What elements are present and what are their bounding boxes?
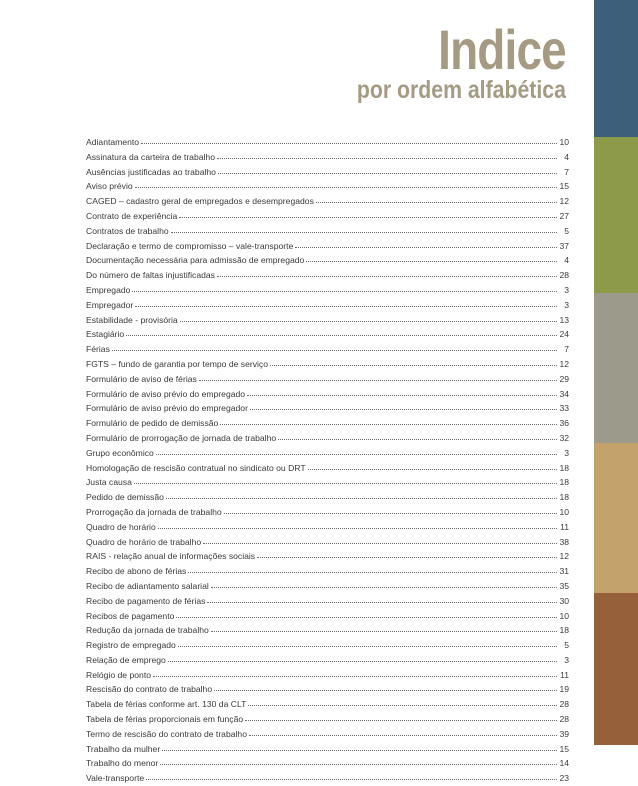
index-entry bbox=[86, 653, 569, 668]
index-entry-label: Ausências justificadas ao trabalho bbox=[86, 166, 216, 177]
index-entry-label: RAIS - relação anual de informações sociais bbox=[86, 551, 256, 562]
index-entry-label: Trabalho do menor bbox=[86, 758, 159, 769]
page-title: Indice bbox=[438, 18, 566, 81]
index-entry-label: Termo de rescisão do contrato de trabalho bbox=[86, 728, 247, 739]
index-entry bbox=[86, 283, 569, 298]
dot-leader bbox=[171, 225, 557, 233]
index-entry-label: Trabalho da mulher bbox=[86, 743, 161, 754]
dot-leader bbox=[168, 654, 557, 662]
dot-leader bbox=[257, 550, 557, 558]
color-sidebar bbox=[594, 0, 638, 745]
index-entry-label: Formulário de aviso de férias bbox=[86, 373, 197, 384]
dot-leader bbox=[176, 610, 557, 618]
index-entry bbox=[86, 357, 569, 372]
sidebar-band-rust bbox=[594, 593, 638, 745]
index-entry-label: Recibo de adiantamento salarial bbox=[86, 580, 209, 591]
sidebar-band-tan bbox=[594, 443, 638, 593]
index-entry-label: Formulário de aviso prévio do empregador bbox=[86, 403, 248, 414]
dot-leader bbox=[162, 743, 557, 751]
index-entry bbox=[86, 668, 569, 683]
index-entry-label: Adiantamento bbox=[86, 137, 140, 147]
dot-leader bbox=[295, 240, 557, 248]
index-entry-label: Quadro de horário de trabalho bbox=[86, 536, 202, 547]
index-entry bbox=[86, 327, 569, 342]
index-entry bbox=[86, 209, 569, 224]
index-entry-page: 28 bbox=[559, 699, 569, 710]
index-entry-page: 3 bbox=[564, 447, 569, 458]
sidebar-band-green bbox=[594, 137, 638, 293]
dot-leader bbox=[218, 166, 557, 174]
index-entry-page: 37 bbox=[559, 240, 569, 251]
index-entry-label: Empregado bbox=[86, 284, 131, 295]
index-entry-page: 3 bbox=[564, 299, 569, 310]
index-entry-label: Prorrogação da jornada de trabalho bbox=[86, 506, 222, 517]
dot-leader bbox=[308, 462, 557, 470]
index-list bbox=[86, 135, 569, 786]
index-entry bbox=[86, 475, 569, 490]
dot-leader bbox=[220, 417, 557, 425]
index-entry bbox=[86, 372, 569, 387]
index-entry-page: 35 bbox=[559, 580, 569, 591]
dot-leader bbox=[316, 195, 557, 203]
index-entry-page: 33 bbox=[559, 403, 569, 414]
index-entry-label: Homologação de rescisão contratual no sindicato ou DRT bbox=[86, 462, 306, 473]
dot-leader bbox=[158, 521, 557, 529]
index-entry-page: 3 bbox=[564, 284, 569, 295]
index-entry bbox=[86, 135, 569, 150]
index-entry-label: Recibo de abono de férias bbox=[86, 566, 187, 577]
index-entry bbox=[86, 387, 569, 402]
index-entry bbox=[86, 253, 569, 268]
index-entry-page: 23 bbox=[559, 773, 569, 784]
index-entry bbox=[86, 224, 569, 239]
index-entry-label: Recibos de pagamento bbox=[86, 610, 175, 621]
index-entry-page: 11 bbox=[560, 521, 569, 532]
dot-leader bbox=[217, 151, 557, 159]
index-entry bbox=[86, 742, 569, 757]
dot-leader bbox=[132, 284, 557, 292]
index-entry bbox=[86, 461, 569, 476]
index-entry bbox=[86, 594, 569, 609]
dot-leader bbox=[207, 595, 557, 603]
title-block bbox=[320, 18, 566, 104]
index-entry bbox=[86, 564, 569, 579]
index-entry-page: 39 bbox=[559, 728, 569, 739]
index-entry-page: 3 bbox=[564, 654, 569, 665]
dot-leader bbox=[179, 210, 557, 218]
index-entry-label: Redução da jornada de trabalho bbox=[86, 625, 209, 636]
index-entry-page: 28 bbox=[559, 714, 569, 725]
dot-leader bbox=[156, 447, 557, 455]
index-entry-page: 12 bbox=[559, 196, 569, 207]
index-entry bbox=[86, 401, 569, 416]
sidebar-band-blue bbox=[594, 0, 638, 137]
index-entry-label: Declaração e termo de compromisso – vale-transporte bbox=[86, 240, 294, 251]
index-entry-page: 10 bbox=[559, 610, 569, 621]
dot-leader bbox=[141, 136, 557, 144]
index-entry-page: 12 bbox=[559, 551, 569, 562]
index-entry-label: Estabilidade - provisória bbox=[86, 314, 178, 325]
index-entry bbox=[86, 268, 569, 283]
index-entry bbox=[86, 416, 569, 431]
index-entry-page: 18 bbox=[559, 492, 569, 503]
index-entry-page: 4 bbox=[564, 151, 569, 162]
index-entry bbox=[86, 579, 569, 594]
index-entry-label: Formulário de aviso prévio do empregado bbox=[86, 388, 246, 399]
dot-leader bbox=[135, 180, 557, 188]
index-entry bbox=[86, 179, 569, 194]
index-entry-page: 4 bbox=[564, 255, 569, 266]
index-entry-page: 36 bbox=[559, 418, 569, 429]
index-entry-label: Contrato de experiência bbox=[86, 210, 178, 221]
index-entry-label: Rescisão do contrato de trabalho bbox=[86, 684, 213, 695]
index-entry-page: 12 bbox=[559, 358, 569, 369]
index-entry-page: 7 bbox=[564, 344, 569, 355]
dot-leader bbox=[211, 624, 557, 632]
index-entry bbox=[86, 505, 569, 520]
index-entry bbox=[86, 638, 569, 653]
page-subtitle: por ordem alfabética bbox=[356, 76, 566, 104]
index-entry-page: 24 bbox=[559, 329, 569, 340]
index-entry-page: 28 bbox=[559, 270, 569, 281]
index-entry bbox=[86, 490, 569, 505]
index-entry bbox=[86, 313, 569, 328]
index-entry-page: 5 bbox=[564, 225, 569, 236]
index-entry-page: 11 bbox=[560, 669, 569, 680]
index-entry bbox=[86, 165, 569, 180]
index-entry bbox=[86, 520, 569, 535]
dot-leader bbox=[270, 358, 557, 366]
index-entry-label: Tabela de férias proporcionais em função bbox=[86, 714, 244, 725]
index-entry bbox=[86, 298, 569, 313]
dot-leader bbox=[178, 639, 557, 647]
index-entry bbox=[86, 623, 569, 638]
index-entry bbox=[86, 446, 569, 461]
index-entry bbox=[86, 549, 569, 564]
index-entry-page: 15 bbox=[559, 743, 569, 754]
index-entry-page: 10 bbox=[559, 137, 569, 147]
dot-leader bbox=[245, 713, 557, 721]
index-entry-page: 18 bbox=[559, 625, 569, 636]
index-entry-label: Contratos de trabalho bbox=[86, 225, 169, 236]
dot-leader bbox=[211, 580, 557, 588]
dot-leader bbox=[217, 269, 557, 277]
index-entry-page: 34 bbox=[559, 388, 569, 399]
dot-leader bbox=[153, 669, 557, 677]
index-entry-label: Grupo econômico bbox=[86, 447, 154, 458]
dot-leader bbox=[135, 299, 557, 307]
index-entry-label: Documentação necessária para admissão de empregado bbox=[86, 255, 305, 266]
index-entry-label: Férias bbox=[86, 344, 110, 355]
index-entry bbox=[86, 609, 569, 624]
index-entry-label: FGTS – fundo de garantia por tempo de serviço bbox=[86, 358, 269, 369]
index-entry-page: 18 bbox=[559, 462, 569, 473]
index-entry-label: Empregador bbox=[86, 299, 134, 310]
index-entry bbox=[86, 756, 569, 771]
dot-leader bbox=[306, 254, 557, 262]
sidebar-band-gray bbox=[594, 293, 638, 443]
dot-leader bbox=[278, 432, 557, 440]
dot-leader bbox=[250, 402, 557, 410]
index-entry-page: 13 bbox=[559, 314, 569, 325]
index-entry-label: Justa causa bbox=[86, 477, 132, 488]
index-entry-label: Relação de emprego bbox=[86, 654, 166, 665]
dot-leader bbox=[224, 506, 557, 514]
dot-leader bbox=[112, 343, 557, 351]
index-entry bbox=[86, 771, 569, 786]
index-entry-label: Pedido de demissão bbox=[86, 492, 164, 503]
dot-leader bbox=[188, 565, 557, 573]
index-entry bbox=[86, 712, 569, 727]
dot-leader bbox=[214, 683, 557, 691]
index-entry-label: Registro de empregado bbox=[86, 640, 176, 651]
index-entry-label: Relógio de ponto bbox=[86, 669, 151, 680]
index-entry-label: Assinatura da carteira de trabalho bbox=[86, 151, 215, 162]
index-entry-page: 14 bbox=[559, 758, 569, 769]
index-entry bbox=[86, 239, 569, 254]
dot-leader bbox=[247, 388, 557, 396]
index-entry bbox=[86, 431, 569, 446]
dot-leader bbox=[203, 536, 557, 544]
index-entry bbox=[86, 727, 569, 742]
index-entry-page: 32 bbox=[559, 432, 569, 443]
index-entry-label: Estagiário bbox=[86, 329, 125, 340]
dot-leader bbox=[134, 476, 557, 484]
index-entry-page: 38 bbox=[559, 536, 569, 547]
index-entry-label: Tabela de férias conforme art. 130 da CLT bbox=[86, 699, 247, 710]
index-entry-label: Do número de faltas injustificadas bbox=[86, 270, 215, 281]
index-entry-page: 27 bbox=[559, 210, 569, 221]
index-entry-page: 10 bbox=[559, 506, 569, 517]
index-entry-page: 5 bbox=[564, 640, 569, 651]
index-entry bbox=[86, 682, 569, 697]
index-entry-page: 31 bbox=[559, 566, 569, 577]
dot-leader bbox=[249, 728, 557, 736]
dot-leader bbox=[146, 772, 557, 780]
index-entry bbox=[86, 697, 569, 712]
index-entry-label: Quadro de horário bbox=[86, 521, 156, 532]
dot-leader bbox=[180, 314, 557, 322]
index-entry-page: 15 bbox=[559, 181, 569, 192]
dot-leader bbox=[160, 757, 557, 765]
index-entry-label: Recibo de pagamento de férias bbox=[86, 595, 206, 606]
index-entry-page: 18 bbox=[559, 477, 569, 488]
index-entry-page: 30 bbox=[559, 595, 569, 606]
index-entry bbox=[86, 150, 569, 165]
index-entry-page: 29 bbox=[559, 373, 569, 384]
dot-leader bbox=[199, 373, 557, 381]
index-entry-label: Formulário de pedido de demissão bbox=[86, 418, 219, 429]
index-entry bbox=[86, 535, 569, 550]
index-entry-label: Aviso prévio bbox=[86, 181, 133, 192]
index-entry-label: Vale-transporte bbox=[86, 773, 145, 784]
dot-leader bbox=[166, 491, 557, 499]
index-entry-page: 7 bbox=[564, 166, 569, 177]
index-entry-label: Formulário de prorrogação de jornada de trabalho bbox=[86, 432, 277, 443]
index-entry-page: 19 bbox=[559, 684, 569, 695]
dot-leader bbox=[248, 698, 557, 706]
index-entry bbox=[86, 194, 569, 209]
index-entry bbox=[86, 342, 569, 357]
dot-leader bbox=[126, 328, 557, 336]
index-entry-label: CAGED – cadastro geral de empregados e desempregados bbox=[86, 196, 314, 207]
